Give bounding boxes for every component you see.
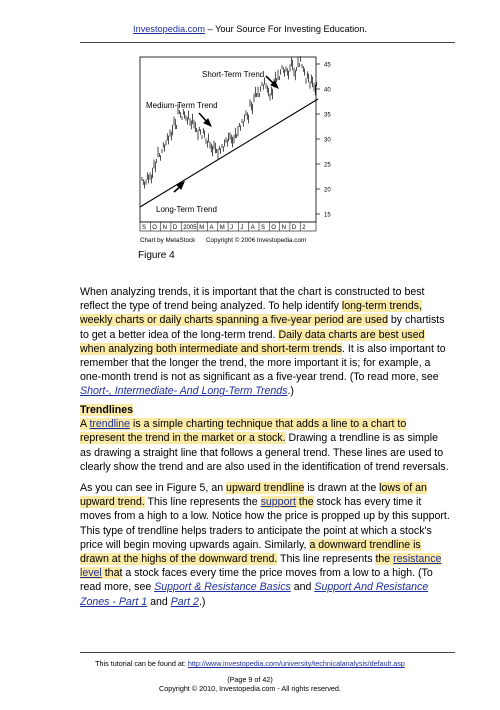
chart-credit-left: Chart by MetaStock: [140, 237, 196, 244]
y-axis: [316, 63, 331, 219]
footer-copyright: Copyright © 2010, Investopedia.com - All rights reserved.: [159, 684, 341, 693]
y-tick-label: 30: [324, 137, 331, 144]
x-tick-label: D: [172, 225, 178, 231]
x-tick-label: J: [240, 225, 244, 231]
text-run: Drawing a trendline is as simple as drawing a straight line that follows a general trend. These lines are used to clearly show the trend and are also used in the identification of trend reversals.: [80, 432, 449, 473]
y-tick-label: 45: [324, 62, 331, 69]
highlight-run: a downward trendline is drawn at the highs of the downward trend.: [80, 538, 421, 566]
x-tick-label: D: [291, 225, 297, 231]
footer-found: [0, 659, 500, 668]
site-link[interactable]: Investopedia.com: [133, 24, 206, 34]
support-resistance-basics-link[interactable]: Support & Resistance Basics: [154, 581, 291, 594]
x-tick-label: S: [142, 225, 147, 231]
text-run: .): [198, 595, 206, 608]
text-run: is drawn at the: [304, 482, 380, 494]
highlight-run: is a simple charting technique that adds a line to a chart to represent the trend in the market or a stock.: [80, 418, 407, 445]
text-run: . It is also important to remember that the longer the trend, the more important it is; for example, a one-month trend is not as significant as a five-year trend. (To read more, see: [80, 342, 446, 384]
x-tick-label: M: [219, 225, 225, 231]
support-resistance-zones-part1-link[interactable]: Support And Resistance Zones - Part 1: [80, 581, 429, 608]
short-term-label: Short-Term Trend: [202, 70, 265, 79]
x-tick-label: O: [152, 225, 157, 231]
text-run: and: [147, 595, 171, 608]
short-intermediate-long-term-link[interactable]: Short-, Intermediate- And Long-Term Trends: [80, 385, 288, 398]
footer-found-text: This tutorial can be found at:: [95, 659, 188, 668]
long-term-label: Long-Term Trend: [156, 205, 217, 214]
section-title: Trendlines: [80, 404, 133, 416]
x-tick-label: O: [271, 225, 276, 231]
x-axis: [142, 222, 306, 231]
text-run: by chartists to get a better idea of the long-term trend.: [80, 314, 445, 341]
figure-caption: Figure 4: [138, 250, 175, 261]
highlight-run: the: [295, 496, 314, 509]
section-trendlines: [80, 403, 452, 474]
support-link[interactable]: support: [260, 496, 296, 509]
text-run: stock has every time it moves from a high to a low. Notice how the price is propped up by this support. This type of trendline helps traders to anticipate the point at which a stock's price will begin moving upwards again. Similarly,: [80, 496, 450, 551]
highlight-run: the: [375, 553, 394, 566]
y-tick-label: 20: [324, 187, 331, 194]
header-tagline: – Your Source For Investing Education.: [205, 24, 367, 34]
y-tick-label: 25: [324, 162, 331, 169]
x-tick-label: 2005: [183, 225, 197, 231]
highlight-run: upward trendline: [226, 482, 305, 494]
x-tick-label: A: [209, 225, 214, 231]
footer-page-number: (Page 9 of 42): [227, 675, 273, 684]
y-tick-label: 15: [324, 212, 331, 219]
y-tick-label: 40: [324, 87, 331, 94]
highlight-run: long-term trends, weekly charts or daily charts spanning a five-year period are used: [80, 300, 422, 327]
text-run: .): [287, 385, 294, 398]
highlight-run: Daily data charts are best used when analyzing both intermediate and short-term trends: [80, 328, 425, 355]
annotation-arrows: [174, 76, 278, 192]
text-run: This line represents: [277, 553, 376, 566]
x-tick-label: N: [162, 225, 167, 231]
footer-rule: [80, 652, 455, 653]
highlight-run: that: [101, 567, 123, 580]
paragraph-figure5: [80, 481, 452, 609]
text-run: and: [290, 581, 315, 594]
x-tick-label: 2: [302, 225, 306, 231]
trend-chart-figure: [138, 55, 338, 260]
x-tick-label: J: [230, 225, 234, 231]
trend-chart: [138, 55, 338, 260]
part2-link[interactable]: Part 2: [170, 595, 199, 608]
trendline-link[interactable]: trendline: [89, 418, 131, 431]
text-run: As you can see in Figure 5, an: [80, 482, 227, 494]
text-run: This line represents the: [144, 496, 261, 509]
plot-frame: [140, 57, 316, 222]
medium-term-label: Medium-Term Trend: [146, 101, 218, 110]
x-tick-label: N: [281, 225, 286, 231]
paragraph-trend-analysis: [80, 285, 452, 399]
text-run: When analyzing trends, it is important that the chart is constructed to best reflect the type of trend being analyzed. To help identify: [80, 286, 425, 313]
highlight-run: lows of an upward trend.: [80, 482, 427, 509]
tutorial-url-link[interactable]: http://www.investopedia.com/university/technicalanalysis/default.asp: [187, 659, 405, 668]
long-term-trendline: [140, 99, 318, 207]
chart-credit-right: Copyright © 2006 Investopedia.com: [206, 237, 307, 244]
highlight-run: A: [80, 418, 90, 431]
y-tick-label: 35: [324, 112, 331, 119]
x-tick-label: A: [250, 225, 255, 231]
page-header: [0, 24, 500, 34]
header-rule: [80, 42, 455, 43]
text-run: a stock faces every time the price moves from a low to a high. (To read more, see: [80, 567, 433, 594]
x-tick-label: S: [261, 225, 266, 231]
x-tick-label: M: [199, 225, 205, 231]
resistance-level-link[interactable]: resistance level: [80, 553, 442, 580]
